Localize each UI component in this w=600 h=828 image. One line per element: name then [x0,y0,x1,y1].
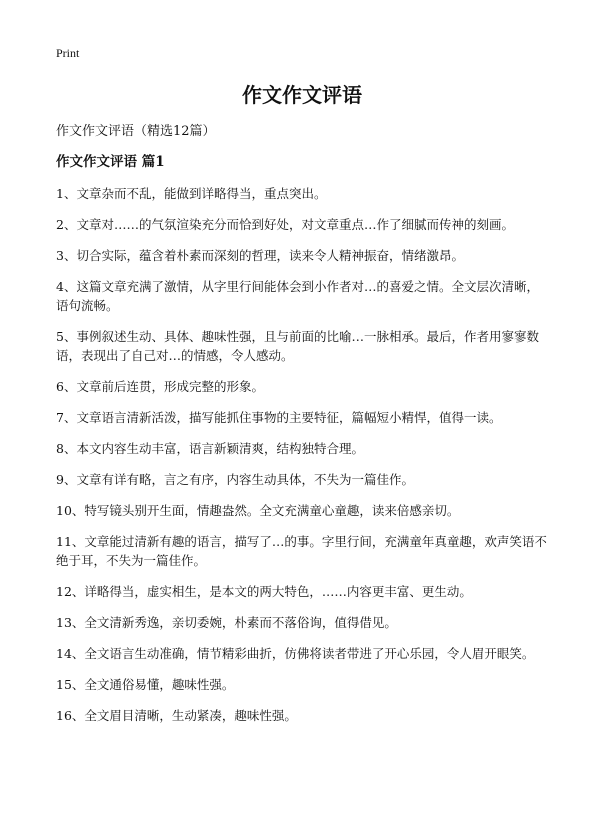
comment-item: 5、事例叙述生动、具体、趣味性强，且与前面的比喻…一脉相承。最后，作者用寥寥数语，表现出了自己对…的情感，令人感动。 [56,329,539,363]
comment-list [56,184,548,725]
comment-item: 12、详略得当，虚实相生，是本文的两大特色，……内容更丰富、更生动。 [56,584,472,599]
comment-item: 1、文章杂而不乱，能做到详略得当，重点突出。 [56,186,327,201]
print-label: Print [56,46,80,60]
comment-item: 11、文章能过清新有趣的语言，描写了…的事。字里行间，充满童年真童趣，欢声笑语不绝于耳，不失为一篇佳作。 [56,534,547,568]
comment-item: 2、文章对……的气氛渲染充分而恰到好处，对文章重点…作了细腻而传神的刻画。 [56,217,514,232]
section-heading: 作文作文评语 篇1 [56,154,165,170]
comment-item: 3、切合实际，蕴含着朴素而深刻的哲理，读来令人精神振奋，情绪激昂。 [56,248,464,263]
comment-item: 9、文章有详有略，言之有序，内容生动具体，不失为一篇佳作。 [56,472,414,487]
document-title: 作文作文评语 [242,83,362,107]
comment-item: 16、全文眉目清晰，生动紧凑，趣味性强。 [56,708,297,723]
comment-item: 15、全文通俗易懂，趣味性强。 [56,677,235,692]
comment-item: 4、这篇文章充满了激情，从字里行间能体会到小作者对…的喜爱之情。全文层次清晰，语句流畅。 [56,279,539,313]
comment-item: 7、文章语言清新活泼，描写能抓住事物的主要特征，篇幅短小精悍，值得一读。 [56,410,502,425]
comment-item: 6、文章前后连贯，形成完整的形象。 [56,379,264,394]
comment-item: 13、全文清新秀逸，亲切委婉，朴素而不落俗询，值得借见。 [56,615,397,630]
comment-item: 14、全文语言生动准确，情节精彩曲折，仿佛将读者带进了开心乐园，令人眉开眼笑。 [56,646,535,661]
document-subtitle: 作文作文评语（精选12篇） [56,124,216,139]
comment-item: 8、本文内容生动丰富，语言新颖清爽，结构独特合理。 [56,441,364,456]
comment-item: 10、特写镜头别开生面，情趣盎然。全文充满童心童趣，读来倍感亲切。 [56,503,460,518]
